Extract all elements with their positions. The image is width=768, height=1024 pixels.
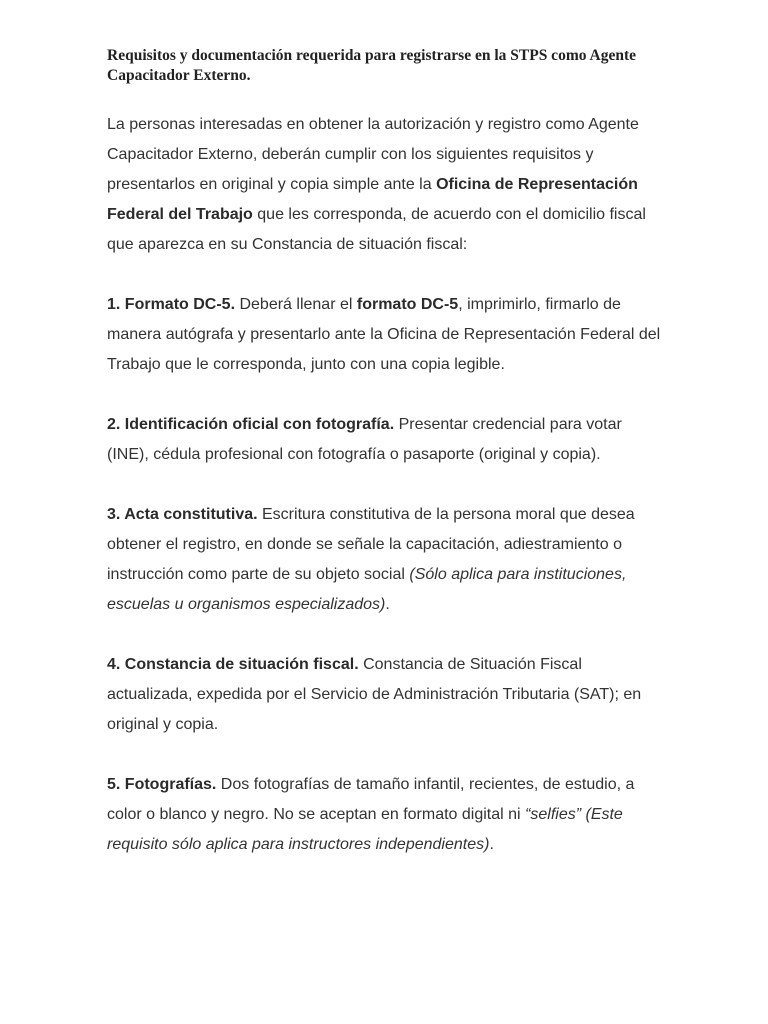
requirement-1 [107, 290, 667, 380]
requirement-5-heading: 5. Fotografías. [107, 776, 217, 793]
requirement-3 [107, 500, 667, 620]
requirement-5-text-1: Dos fotografías de tamaño infantil, recientes, de estudio, a color o blanco y negro. No se aceptan en formato digital ni [107, 776, 635, 823]
intro-text-2: que les corresponda, de acuerdo con el domicilio fiscal que aparezca en su Constancia de situación fiscal: [107, 206, 646, 253]
requirement-2-heading: 2. Identificación oficial con fotografía. [107, 416, 395, 433]
requirement-1-text-2: , imprimirlo, firmarlo de manera autógrafa y presentarlo ante la Oficina de Representación Federal del Trabajo que le corresponda, junto con una copia legible. [107, 296, 661, 373]
requirement-4-text-1: Constancia de Situación Fiscal actualizada, expedida por el Servicio de Administración Tributaria (SAT); en original y copia. [107, 656, 642, 733]
requirement-5-italic: “selfies” (Este requisito sólo aplica para instructores independientes) [107, 806, 623, 853]
document-title: Requisitos y documentación requerida para registrarse en la STPS como Agente Capacitador Externo. [107, 47, 636, 84]
requirement-3-text-1: Escritura constitutiva de la persona moral que desea obtener el registro, en donde se señale la capacitación, adiestramiento o instrucción como parte de su objeto social [107, 506, 635, 583]
intro-paragraph [107, 110, 667, 260]
requirement-1-bold: formato DC-5 [356, 296, 459, 313]
requirement-5 [107, 770, 667, 860]
requirement-4 [107, 650, 667, 740]
requirement-1-heading: 1. Formato DC-5. [107, 296, 236, 313]
requirement-2-text-1: Presentar credencial para votar (INE), cédula profesional con fotografía o pasaporte (original y copia). [107, 416, 622, 463]
requirement-1-text-1: Deberá llenar el [235, 296, 357, 313]
requirement-5-text-2: . [489, 836, 494, 853]
document-page [107, 46, 667, 890]
requirement-4-heading: 4. Constancia de situación fiscal. [107, 656, 359, 673]
intro-bold-office: Oficina de Representación Federal del Trabajo [107, 176, 638, 223]
requirement-3-heading: 3. Acta constitutiva. [107, 506, 258, 523]
intro-text-1: La personas interesadas en obtener la autorización y registro como Agente Capacitador Externo, deberán cumplir con los siguientes requisitos y presentarlos en original y copia simple ante la [107, 116, 639, 193]
requirement-3-text-2: . [385, 596, 390, 613]
requirement-3-italic: (Sólo aplica para instituciones, escuelas u organismos especializados) [107, 566, 627, 613]
requirement-2 [107, 410, 667, 470]
